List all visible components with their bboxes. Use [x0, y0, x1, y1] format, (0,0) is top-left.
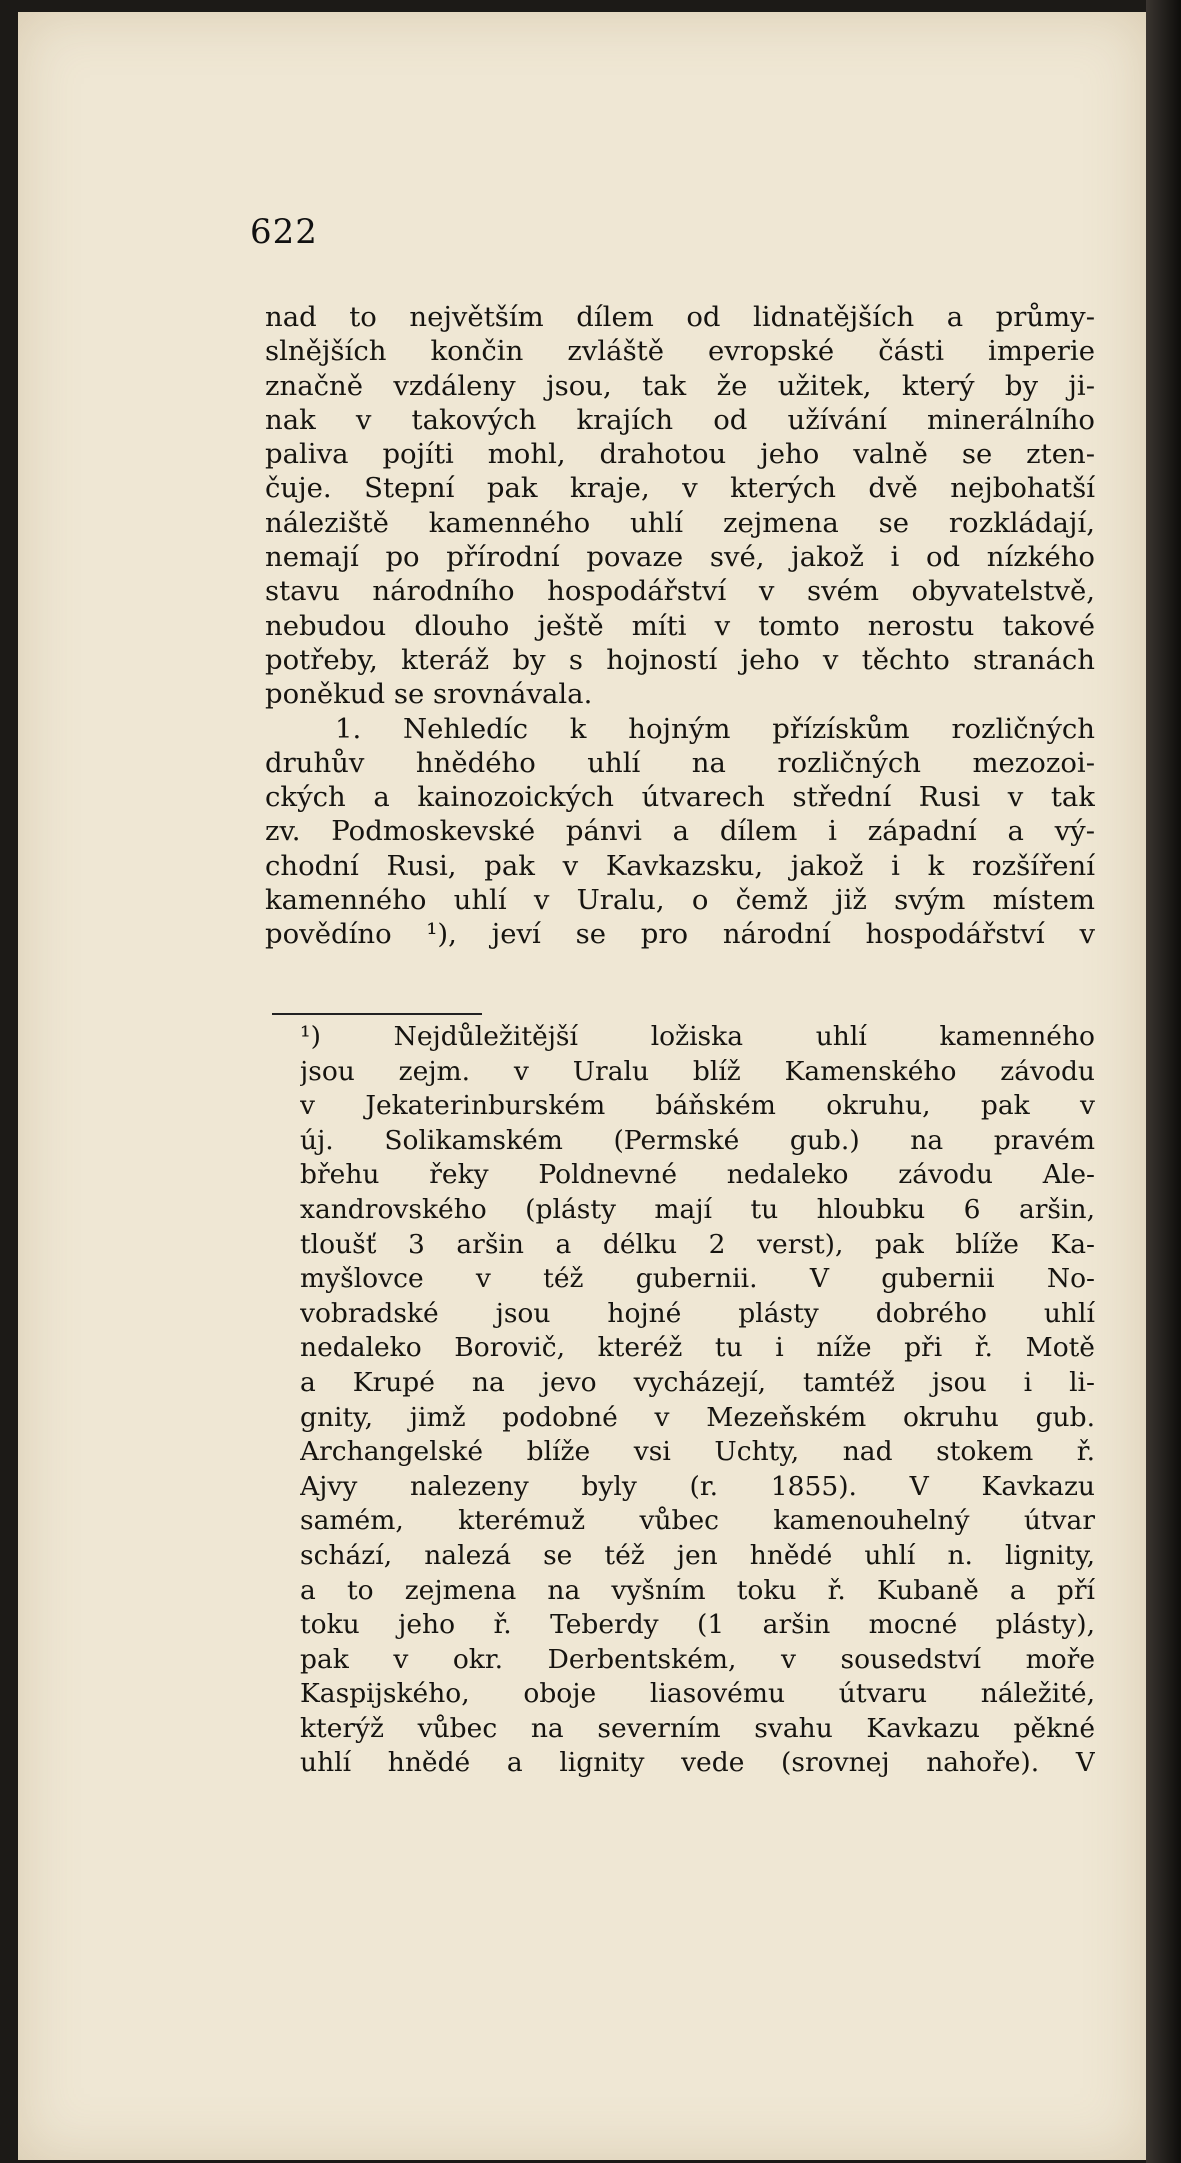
footnote-line: xandrovského (plásty mají tu hloubku 6 aršin, — [300, 1193, 1095, 1225]
footnote-line: gnity, jimž podobné v Mezeňském okruhu gub. — [300, 1401, 1095, 1433]
footnote-line: Archangelské blíže vsi Uchty, nad stokem ř. — [300, 1436, 1095, 1468]
footnote-line: v Jekaterinburském báňském okruhu, pak v — [300, 1090, 1095, 1122]
footnote-line: Ajvy nalezeny byly (r. 1855). V Kavkazu — [300, 1470, 1095, 1502]
footnote-line: myšlovce v též gubernii. V gubernii No- — [300, 1263, 1095, 1295]
body-text — [265, 300, 1095, 952]
footnote-line: Kaspijského, oboje liasovému útvaru náležité, — [300, 1678, 1095, 1710]
body-line: čuje. Stepní pak kraje, v kterých dvě nejbohatší — [265, 472, 1095, 505]
page-number: 622 — [250, 212, 318, 252]
body-line: kamenného uhlí v Uralu, o čemž již svým místem — [265, 884, 1095, 917]
body-line: stavu národního hospodářství v svém obyvatelstvě, — [265, 575, 1095, 608]
binding-edge — [1146, 0, 1181, 2163]
body-line: zv. Podmoskevské pánvi a dílem i západní a vý- — [265, 815, 1095, 848]
body-line: paliva pojíti mohl, drahotou jeho valně se zten- — [265, 438, 1095, 471]
body-line: značně vzdáleny jsou, tak že užitek, který by ji- — [265, 369, 1095, 402]
footnote-line: toku jeho ř. Teberdy (1 aršin mocné plásty), — [300, 1609, 1095, 1641]
body-line: nad to největším dílem od lidnatějších a průmy- — [265, 301, 1095, 333]
footnote-line: pak v okr. Derbentském, v sousedství moře — [300, 1643, 1095, 1675]
body-line: poněkud se srovnávala. — [265, 678, 593, 711]
footnote-line: a to zejmena na vyšním toku ř. Kubaně a pří — [300, 1574, 1095, 1606]
body-line: ckých a kainozoických útvarech střední Rusi v tak — [265, 781, 1095, 814]
body-line: nemají po přírodní povaze své, jakož i od nízkého — [265, 541, 1095, 574]
footnote-line: nedaleko Borovič, kteréž tu i níže při ř. Motě — [300, 1332, 1095, 1364]
footnote-line: ¹) Nejdůležitější ložiska uhlí kamenného — [300, 1021, 1095, 1052]
footnote-line: új. Solikamském (Permské gub.) na pravém — [300, 1124, 1095, 1156]
body-line: slnějších končin zvláště evropské části imperie — [265, 335, 1095, 368]
footnote-rule — [272, 1013, 482, 1015]
footnote-line: vobradské jsou hojné plásty dobrého uhlí — [300, 1297, 1095, 1329]
footnote-line: samém, kterémuž vůbec kamenouhelný útvar — [300, 1505, 1095, 1537]
footnote-line: schází, nalezá se též jen hnědé uhlí n. lignity, — [300, 1539, 1095, 1571]
footnote-line: břehu řeky Poldnevné nedaleko závodu Ale- — [300, 1159, 1095, 1191]
footnote — [300, 1020, 1095, 1781]
body-line: potřeby, kteráž by s hojností jeho v těchto stranách — [265, 643, 1095, 676]
body-line: náleziště kamenného uhlí zejmena se rozkládají, — [265, 506, 1095, 539]
footnote-line: tloušť 3 aršin a délku 2 verst), pak blíže Ka- — [300, 1228, 1095, 1260]
footnote-line: a Krupé na jevo vycházejí, tamtéž jsou i li- — [300, 1366, 1095, 1398]
body-line: povědíno ¹), jeví se pro národní hospodářství v — [265, 918, 1095, 951]
body-line: druhův hnědého uhlí na rozličných mezozoi- — [265, 746, 1095, 779]
body-line: chodní Rusi, pak v Kavkazsku, jakož i k rozšíření — [265, 849, 1095, 882]
paragraph-first-line: 1. Nehledíc k hojným přízískům rozličných — [335, 712, 1095, 745]
footnote-line: jsou zejm. v Uralu blíž Kamenského závodu — [300, 1055, 1095, 1087]
body-line: nak v takových krajích od užívání minerálního — [265, 403, 1095, 436]
footnote-line: uhlí hnědé a lignity vede (srovnej nahoře). V — [300, 1747, 1095, 1779]
footnote-line: kterýž vůbec na severním svahu Kavkazu pěkné — [300, 1712, 1095, 1744]
body-line: nebudou dlouho ještě míti v tomto nerostu takové — [265, 609, 1095, 642]
